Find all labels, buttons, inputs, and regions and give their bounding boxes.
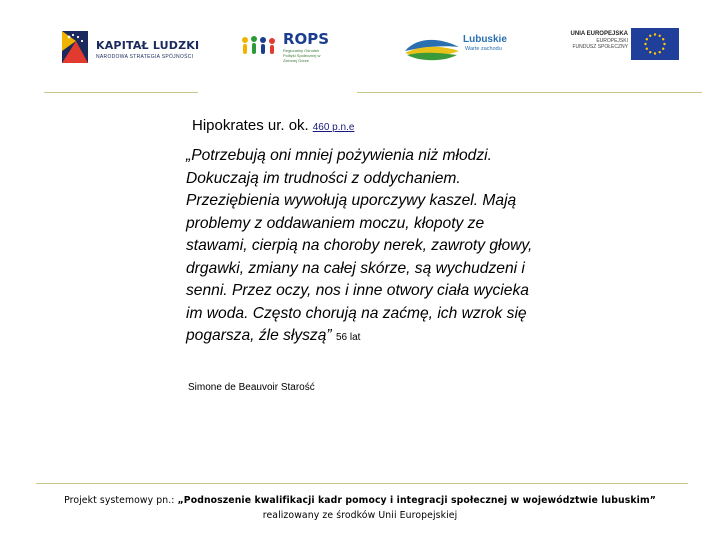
- lubuskie-subtitle: Warte zachodu: [465, 46, 502, 52]
- quote-author: Hipokrates ur. ok.: [192, 117, 309, 134]
- header-rule-right: [357, 92, 702, 93]
- footer-rule: [36, 483, 688, 484]
- eu-line2: EUROPEJSKI: [596, 38, 628, 44]
- kapital-ludzki-mark-icon: [58, 27, 92, 67]
- eu-text: [560, 30, 628, 50]
- rops-subtitle: Regionalny Ośrodek Polityki Społecznej w Zielonej Górze: [283, 48, 321, 63]
- rops-logo: [240, 28, 330, 68]
- footer-line2: realizowany ze środków Unii Europejskiej: [262, 510, 458, 521]
- quote-author-date: 460 p.n.e: [312, 122, 355, 133]
- footer-prefix: Projekt systemowy pn.:: [64, 495, 178, 506]
- eu-logo: [560, 27, 680, 65]
- people-icon: [240, 34, 280, 58]
- footer: [30, 493, 690, 523]
- footer-project-name: „Podnoszenie kwalifikacji kadr pomocy i integracji społecznej w województwie lubuskim”: [177, 495, 656, 506]
- quote-block: [186, 145, 536, 350]
- quote-age: 56 lat: [335, 332, 361, 343]
- kapital-ludzki-title: KAPITAŁ LUDZKI: [96, 39, 200, 52]
- eu-line1: UNIA EUROPEJSKA: [570, 31, 628, 37]
- rops-title: ROPS: [283, 30, 330, 48]
- eu-line3: FUNDUSZ SPOŁECZNY: [572, 44, 628, 50]
- footer-line1: [30, 493, 690, 508]
- quote-source: Simone de Beauvoir Starość: [188, 382, 315, 393]
- kapital-ludzki-logo: [58, 25, 198, 69]
- lubuskie-logo: [403, 30, 513, 66]
- kapital-ludzki-subtitle: NARODOWA STRATEGIA SPÓJNOŚCI: [96, 54, 194, 60]
- quote-author-line: [192, 117, 354, 135]
- lubuskie-title: Lubuskie: [463, 34, 507, 45]
- quote-text: „Potrzebują oni mniej pożywienia niż młodzi. Dokuczają im trudności z oddychaniem. Przeziębienia wywołują uporczywy kaszel. Mają problemy z oddawaniem moczu, kłopoty ze stawami, cierpią na choroby nerek, zawroty głowy, drgawki, zmiany na całej skórze, są wychudzeni i senni. Przez oczy, nos i inne otwory ciała wycieka im woda. Często chorują na zaćmę, ich wzrok się pogarsza, źle słyszą”: [186, 147, 533, 344]
- header-rule-left: [44, 92, 198, 93]
- eu-flag-icon: [631, 28, 679, 60]
- lubuskie-wave-icon: [403, 35, 461, 63]
